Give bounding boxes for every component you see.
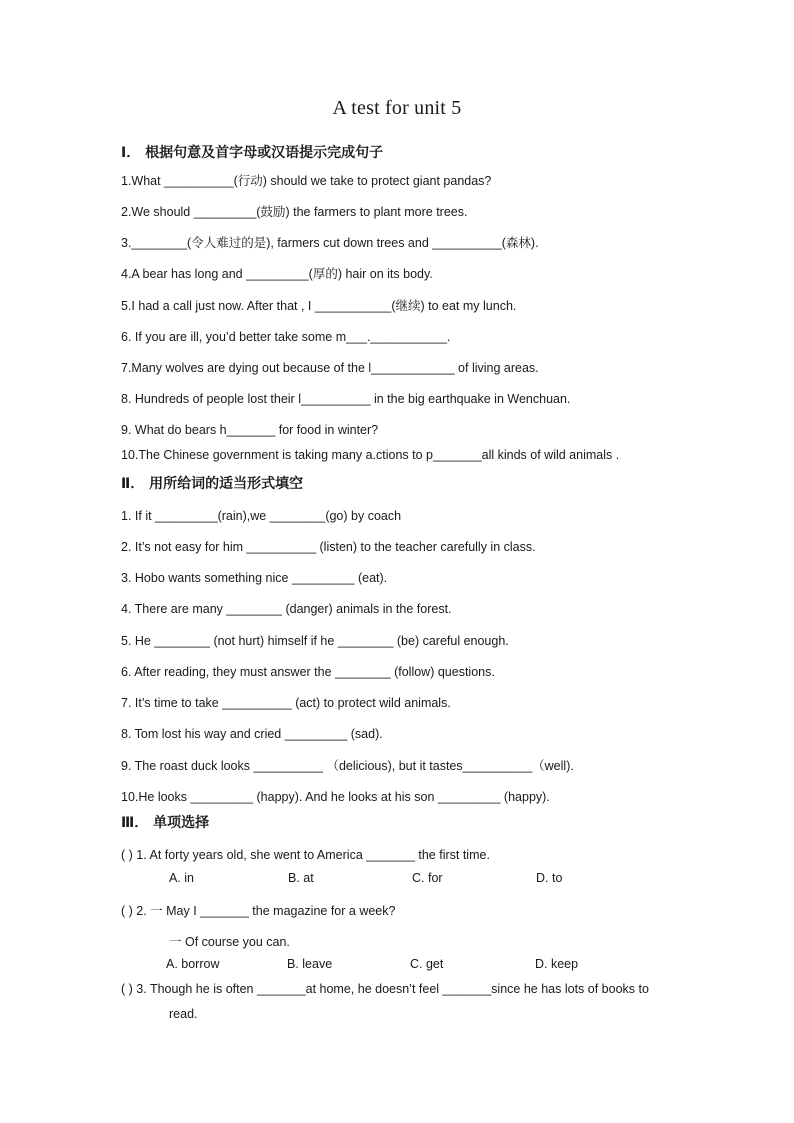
- option-c: C. for: [412, 871, 443, 885]
- mc-question-2: ( ) 2. 一 May I _______ the magazine for a week?: [121, 904, 396, 918]
- option-a: A. in: [169, 871, 195, 885]
- question-line: 8. Hundreds of people lost their l__________ in the big earthquake in Wenchuan.: [121, 392, 571, 406]
- question-line: 4. There are many ________ (danger) animals in the forest.: [121, 602, 452, 616]
- option-d: D. to: [536, 871, 563, 885]
- section-heading-2: Ⅱ． 用所给词的适当形式填空: [121, 476, 304, 492]
- question-line: 8. Tom lost his way and cried _________ (sad).: [121, 727, 383, 741]
- section-heading-3: Ⅲ． 单项选择: [121, 815, 210, 831]
- question-line: 3. Hobo wants something nice _________ (eat).: [121, 571, 388, 585]
- mc-question-2-reply: 一 Of course you can.: [169, 935, 290, 949]
- option-b: B. leave: [287, 957, 333, 971]
- question-line: 9. What do bears h_______ for food in winter?: [121, 423, 379, 437]
- mc-question-1: ( ) 1. At forty years old, she went to America _______ the first time.: [121, 848, 490, 862]
- mc-question-3-continued: read.: [169, 1007, 198, 1021]
- question-line: 7.Many wolves are dying out because of the l____________ of living areas.: [121, 361, 539, 375]
- question-line: 5.I had a call just now. After that , I ___________(继续) to eat my lunch.: [121, 299, 517, 313]
- question-line: 1.What __________(行动) should we take to protect giant pandas?: [121, 174, 492, 188]
- question-line: 4.A bear has long and _________(厚的) hair on its body.: [121, 267, 433, 281]
- question-line: 7. It’s time to take __________ (act) to protect wild animals.: [121, 696, 451, 710]
- question-line: 2.We should _________(鼓励) the farmers to plant more trees.: [121, 205, 468, 219]
- option-a: A. borrow: [166, 957, 220, 971]
- mc-question-3: ( ) 3. Though he is often _______at home, he doesn’t feel _______since he has lots of books to: [121, 982, 649, 996]
- question-line: 9. The roast duck looks __________ （delicious), but it tastes__________（well).: [121, 759, 574, 773]
- page-title: A test for unit 5: [332, 97, 462, 119]
- option-d: D. keep: [535, 957, 579, 971]
- question-line: 2. It’s not easy for him __________ (listen) to the teacher carefully in class.: [121, 540, 536, 554]
- question-line: 6. If you are ill, you’d better take some m___.___________.: [121, 330, 451, 344]
- question-line: 6. After reading, they must answer the ________ (follow) questions.: [121, 665, 495, 679]
- option-c: C. get: [410, 957, 444, 971]
- question-line: 10.He looks _________ (happy). And he looks at his son _________ (happy).: [121, 790, 550, 804]
- question-line: 1. If it _________(rain),we ________(go) by coach: [121, 509, 402, 523]
- question-line: 5. He ________ (not hurt) himself if he ________ (be) careful enough.: [121, 634, 509, 648]
- question-line: 10.The Chinese government is taking many a.ctions to p_______all kinds of wild animals .: [121, 448, 620, 462]
- option-b: B. at: [288, 871, 314, 885]
- section-heading-1: Ⅰ． 根据句意及首字母或汉语提示完成句子: [121, 145, 384, 161]
- question-line: 3.________(令人难过的是), farmers cut down trees and __________(森林).: [121, 236, 539, 250]
